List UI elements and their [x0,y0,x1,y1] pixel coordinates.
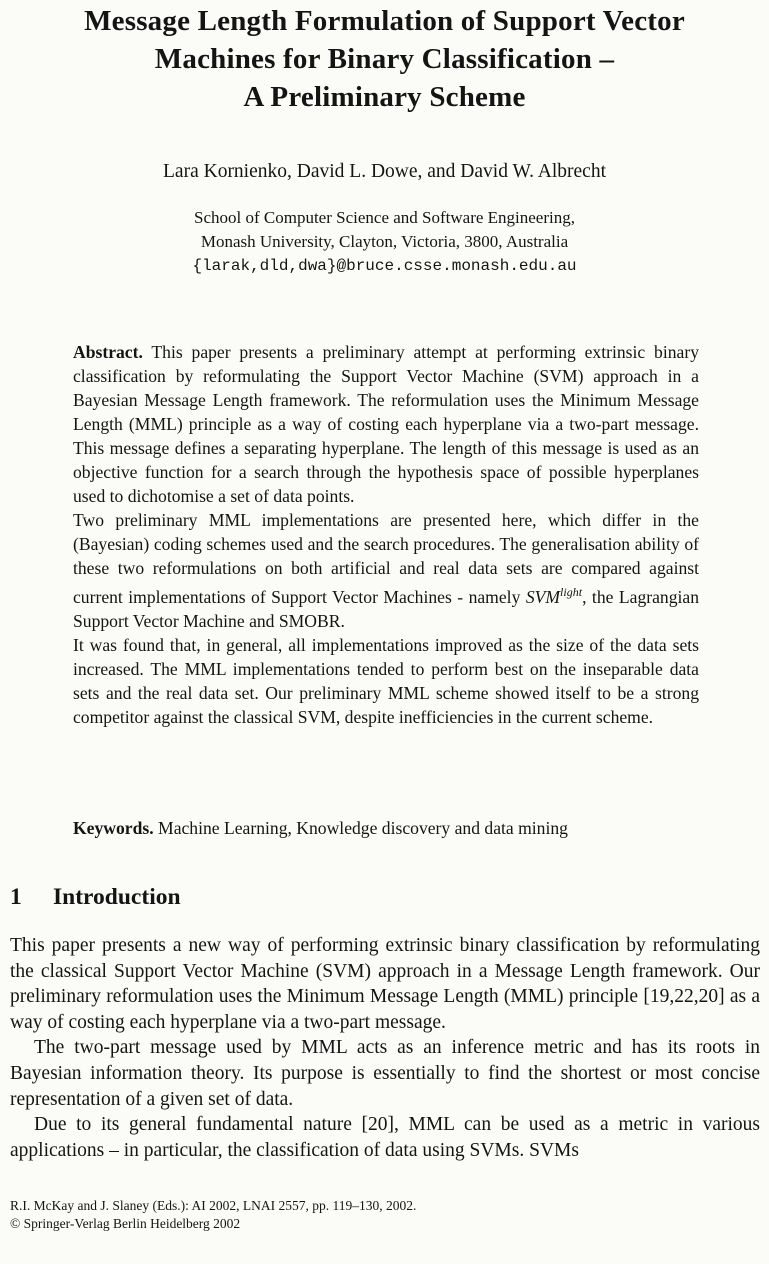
section-heading [10,881,181,913]
keywords [73,816,699,840]
abstract-text-2b: , the Lagrangian Support Vector Machine and SMOBR. [73,586,699,631]
svm-math: SVM [525,586,561,607]
paper-title [0,2,769,116]
title-line-1: Message Length Formulation of Support Vector [84,5,685,37]
abstract-text-2a: Two preliminary MML implementations are presented here, which differ in the (Bayesian) coding schemes used and the search procedures. The generalisation ability of these two reformulations on both artificial and real data sets are compared against current implementations of Support Vector Machines - namely [73,510,699,607]
abstract-text-1: This paper presents a preliminary attempt at performing extrinsic binary classification by reformulating the Support Vector Machine (SVM) approach in a Bayesian Message Length framework. The reformulation uses the Minimum Message Length (MML) principle as a way of costing each hyperplane via a two-part message. This message defines a separating hyperplane. The length of this message is used as an objective function for a search through the hypothesis space of possible hyperplanes used to dichotomise a set of data points. [73,342,699,506]
affiliation-line-1: School of Computer Science and Software Engineering, [194,208,575,227]
abstract [73,340,699,729]
title-line-3: A Preliminary Scheme [243,81,526,113]
abstract-paragraph-3: It was found that, in general, all implementations improved as the size of the data sets increased. The MML implementations tended to perform best on the inseparable data sets and the real data set. Our preliminary MML scheme showed itself to be a strong competitor against the classical SVM, despite inefficiencies in the current scheme. [73,634,699,727]
body-paragraph-1: This paper presents a new way of performing extrinsic binary classification by reformulating the classical Support Vector Machine (SVM) approach in a Message Length framework. Our preliminary reformulation uses the Minimum Message Length (MML) principle [19,22,20] as a way of costing each hyperplane via a two-part message. [10,935,760,1033]
author-emails: {larak,dld,dwa}@bruce.csse.monash.edu.au [192,257,577,275]
abstract-label: Abstract. [73,342,143,362]
body-text [10,933,760,1163]
abstract-paragraph-2 [73,508,699,633]
section-number: 1 [10,884,22,910]
keywords-text: Machine Learning, Knowledge discovery and data mining [158,818,568,838]
footer-line-1: R.I. McKay and J. Slaney (Eds.): AI 2002, LNAI 2557, pp. 119–130, 2002. [10,1198,417,1213]
svm-superscript: light [560,585,583,599]
svm-light-term [526,587,582,607]
title-line-2: Machines for Binary Classification – [154,43,615,75]
body-paragraph-3: Due to its general fundamental nature [20], MML can be used as a metric in various applications – in particular, the classification of data using SVMs. SVMs [10,1114,760,1161]
keywords-label: Keywords. [73,818,154,838]
authors: Lara Kornienko, David L. Dowe, and David W. Albrecht [163,161,606,182]
affiliation-line-2: Monash University, Clayton, Victoria, 3800, Australia [200,232,569,251]
footer-line-2: © Springer-Verlag Berlin Heidelberg 2002 [10,1216,241,1231]
affiliation [0,206,769,278]
abstract-paragraph-1 [73,340,699,508]
body-paragraph-2: The two-part message used by MML acts as an inference metric and has its roots in Bayesian information theory. Its purpose is essentially to find the shortest or most concise representation of a given set of data. [10,1037,760,1110]
footer-citation [10,1197,760,1233]
section-title: Introduction [53,884,181,910]
